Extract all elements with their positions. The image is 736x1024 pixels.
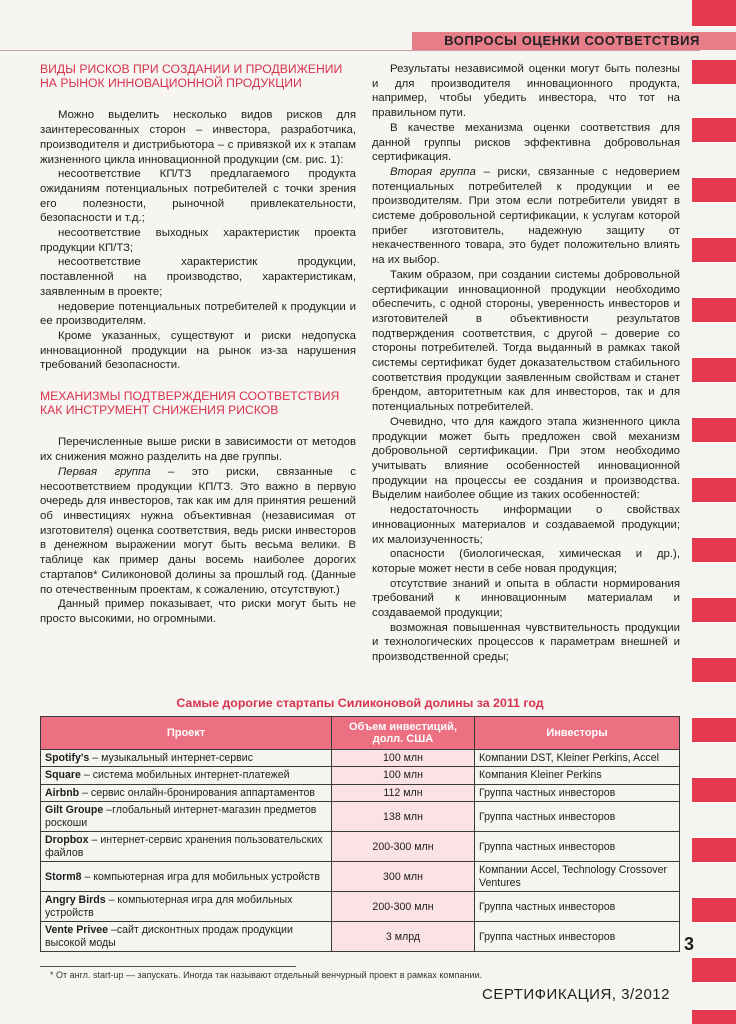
project-desc: – компьютерная игра для мобильных устройств — [45, 894, 293, 919]
paragraph: несоответствие характеристик продукции, поставленной на производство, характеристикам, заявленным в проекте; — [40, 256, 356, 298]
project-desc: –глобальный интернет-магазин предметов роскоши — [45, 804, 317, 829]
project-desc: – музыкальный интернет-сервис — [89, 752, 254, 764]
paragraph: недостаточность информации о свойствах инновационных материалов и создаваемой продукции; их малоизученность; — [372, 504, 680, 546]
amount-cell: 300 млн — [332, 862, 475, 892]
paragraph: отсутствие знаний и опыта в области нормирования требований к инновационным материалам и создаваемой продукции; — [372, 577, 680, 620]
edge-stripes — [692, 0, 736, 1024]
table-row — [41, 892, 680, 922]
table-row — [41, 784, 680, 801]
stripe — [692, 838, 736, 862]
footnote: * От англ. start-up — запускать. Иногда так называют отдельный венчурный проект в рамках компании. — [50, 970, 483, 980]
table-title: Самые дорогие стартапы Силиконовой долины за 2011 год — [176, 696, 544, 710]
right-column — [372, 62, 680, 665]
stripe — [692, 478, 736, 502]
stripe — [692, 118, 736, 142]
italic-term: Первая группа — [58, 465, 151, 478]
paragraph — [40, 465, 356, 597]
project-name: Storm8 — [45, 870, 82, 883]
heading-risk-types: ВИДЫ РИСКОВ ПРИ СОЗДАНИИ И ПРОДВИЖЕНИИ НА РЫНОК ИННОВАЦИОННОЙ ПРОДУКЦИИ — [40, 62, 343, 91]
project-cell — [41, 802, 332, 832]
column-header: Проект — [41, 717, 332, 750]
project-cell — [41, 832, 332, 862]
project-cell — [41, 922, 332, 952]
project-name: Gilt Groupe — [45, 804, 104, 817]
stripe — [692, 60, 736, 84]
paragraph — [372, 165, 680, 268]
paragraph-text: – риски, связанные с недоверием потенциальных потребителей к продукции и ее производителям. При этом если потребители увидят в системе добровольной сертификации, к услугам которой прибег изготовитель, надежную защиту от некачественного товара, это будет положительно влиять на их выбор. — [372, 165, 681, 267]
table-row — [41, 750, 680, 767]
stripe — [692, 1010, 736, 1024]
project-name: Dropbox — [45, 834, 89, 847]
project-name: Airbnb — [45, 786, 80, 799]
amount-cell: 100 млн — [332, 750, 475, 767]
table-row — [41, 802, 680, 832]
table-row — [41, 922, 680, 952]
stripe — [692, 298, 736, 322]
amount-cell: 200-300 млн — [332, 832, 475, 862]
investors-cell: Группа частных инвесторов — [475, 802, 680, 832]
table-row — [41, 767, 680, 784]
column-header: Объем инвестиций, долл. США — [332, 717, 475, 750]
project-name: Vente Privee — [45, 924, 109, 937]
project-name: Angry Birds — [45, 894, 106, 907]
paragraph: Данный пример показывает, что риски могут быть не просто высокими, но огромными. — [40, 598, 356, 625]
paragraph: Кроме указанных, существуют и риски недопуска инновационной продукции на рынок из-за нарушения требований безопасности. — [40, 329, 356, 372]
stripe — [692, 418, 736, 442]
page-number: 3 — [684, 934, 695, 954]
investors-cell: Группа частных инвесторов — [475, 922, 680, 952]
table-row — [41, 862, 680, 892]
column-header: Инвесторы — [475, 717, 680, 750]
stripe — [692, 538, 736, 562]
amount-cell: 112 млн — [332, 784, 475, 801]
project-desc: – система мобильных интернет-платежей — [80, 769, 290, 782]
startups-table — [40, 716, 680, 952]
stripe — [692, 718, 736, 742]
paragraph: Результаты независимой оценки могут быть полезны и для производителя инновационного продукта, например, чтобы убедить инвестора, что тот на правильном пути. — [372, 63, 680, 120]
paragraph: недоверие потенциальных потребителей к продукции и ее производителям. — [40, 300, 356, 328]
stripe — [692, 178, 736, 202]
investors-cell: Компании Accel, Technology Crossover Ventures — [475, 862, 680, 892]
table-header-row — [41, 717, 680, 750]
investors-cell: Группа частных инвесторов — [475, 892, 680, 922]
project-cell — [41, 767, 332, 784]
amount-cell: 200-300 млн — [332, 892, 475, 922]
stripe — [692, 778, 736, 802]
stripe — [692, 358, 736, 382]
investors-cell: Группа частных инвесторов — [475, 832, 680, 862]
amount-cell: 3 млрд — [332, 922, 475, 952]
stripe — [692, 658, 736, 682]
section-title: ВОПРОСЫ ОЦЕНКИ СООТВЕТСТВИЯ — [444, 33, 700, 48]
paragraph: Можно выделить несколько видов рисков для заинтересованных сторон – инвестора, разработчика, производителя и дистрибьютора – с привязкой их к этапам жизненного цикла инновационной продукции (см. рис. 1): — [40, 109, 356, 166]
italic-term: Вторая группа — [390, 165, 476, 178]
project-desc: – сервис онлайн-бронирования аппартаментов — [79, 786, 315, 799]
stripe — [692, 958, 736, 982]
left-column — [40, 62, 356, 627]
paragraph: опасности (биологическая, химическая и др.), которые может нести в себе новая продукция; — [372, 548, 680, 575]
project-name: Square — [45, 769, 81, 782]
paragraph: возможная повышенная чувствительность продукции и технологических процессов к параметрам внешней и производственной среды; — [372, 621, 680, 664]
project-cell — [41, 862, 332, 892]
table-row — [41, 832, 680, 862]
paragraph: несоответствие КП/ТЗ предлагаемого продукта ожиданиям потенциальных потребителей с точки зрения его полезности, рыночной привлекательности, безопасности и т.д.; — [40, 168, 356, 225]
journal-name: СЕРТИФИКАЦИЯ, 3/2012 — [482, 986, 670, 1003]
header-rule — [0, 50, 700, 51]
amount-cell: 138 млн — [332, 802, 475, 832]
paragraph-text: – это риски, связанные с несоответствием продукции КП/ТЗ. Это важно в первую очередь для инвесторов, так как им для принятия решений об инвестициях нужна объективная (независимая от изготовителя) оценка соответствия, ведь риски инвесторов в денежном выражении могут быть весьма велики. В таблице как пример даны восемь наиболее дорогих стартапов* Силиконовой долины за прошлый год. (Данные по отечественным проектам, к сожалению, отсутствуют.) — [40, 465, 356, 596]
amount-cell: 100 млн — [332, 767, 475, 784]
stripe — [692, 598, 736, 622]
stripe — [692, 0, 736, 26]
paragraph: несоответствие выходных характеристик проекта продукции КП/ТЗ; — [40, 227, 356, 254]
paragraph: В качестве механизма оценки соответствия для данной группы рисков эффективна добровольная сертификация. — [372, 121, 680, 164]
project-desc: – интернет-сервис хранения пользовательских файлов — [45, 834, 323, 859]
heading-mechanisms: МЕХАНИЗМЫ ПОДТВЕРЖДЕНИЯ СООТВЕТСТВИЯ КАК ИНСТРУМЕНТ СНИЖЕНИЯ РИСКОВ — [40, 389, 340, 418]
project-cell — [41, 892, 332, 922]
paragraph: Перечисленные выше риски в зависимости от методов их снижения можно разделить на две группы. — [40, 436, 356, 464]
stripe — [692, 898, 736, 922]
project-desc: –сайт дисконтных продаж продукции высокой моды — [45, 924, 293, 949]
project-cell — [41, 784, 332, 801]
project-cell — [41, 750, 332, 767]
paragraph: Таким образом, при создании системы добровольной сертификации инновационной продукции необходимо обеспечить, с одной стороны, уверенность инвесторов и изготовителей в объективности результатов подтверждения соответствия, с другой – доверие со стороны потребителей. Тогда выданный в рамках такой системы сертификат будет доказательством стабильного соответствия продукции заявленным свойствам и станет брендом, авторитетным как для инвесторов, так и для потенциальных потребителей. — [372, 268, 680, 414]
stripe — [692, 238, 736, 262]
investors-cell: Группа частных инвесторов — [475, 784, 680, 801]
project-desc: – компьютерная игра для мобильных устройств — [81, 870, 321, 883]
footnote-rule — [40, 966, 296, 967]
investors-cell: Компании DST, Kleiner Perkins, Accel — [475, 750, 680, 767]
paragraph: Очевидно, что для каждого этапа жизненного цикла продукции может быть предложен свой механизм добровольной сертификации. При этом необходимо учитывать влияние особенностей инновационной продукции на процессы ее создания и производства. Выделим наиболее общие из таких особенностей: — [372, 415, 680, 502]
investors-cell: Компания Kleiner Perkins — [475, 767, 680, 784]
project-name: Spotify's — [45, 752, 90, 764]
